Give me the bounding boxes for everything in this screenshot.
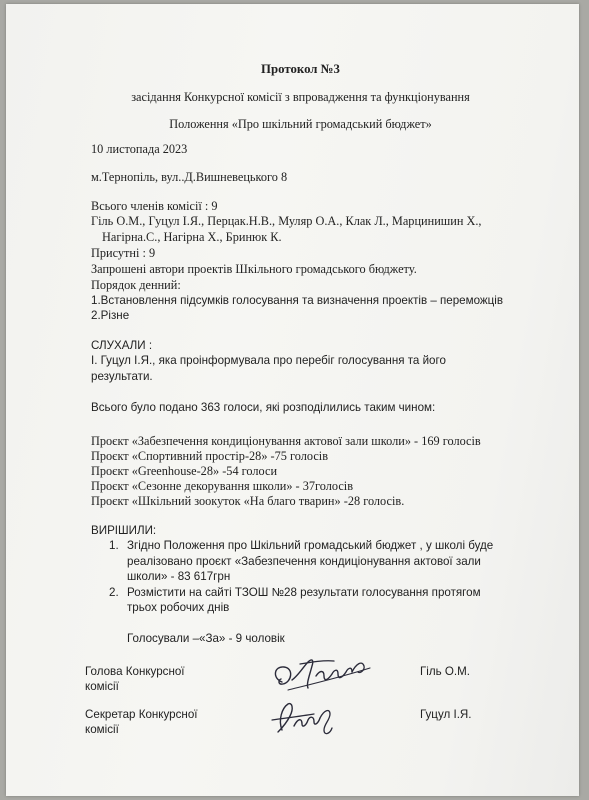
decision-number: 1.	[109, 539, 119, 552]
voting-result: Голосували –«За» - 9 чоловік	[127, 632, 285, 645]
document-title: Протокол №3	[261, 62, 340, 76]
protocol-date: 10 листопада 2023	[91, 142, 188, 156]
invited-line: Запрошені автори проектів Шкільного громадського бюджету.	[91, 262, 417, 276]
subtitle-line-2: Положення «Про шкільний громадський бюджет»	[169, 117, 432, 131]
project-line: Проєкт «Забезпечення кондиціонування актової зали школи» - 169 голосів	[91, 434, 481, 448]
agenda-item-2: 2.Різне	[91, 309, 130, 322]
head-role-line-1: Голова Конкурсної	[85, 665, 185, 678]
project-line: Проєкт «Greenhouse-28» -54 голоси	[91, 464, 278, 478]
document-page	[6, 4, 579, 796]
decision-1-line-2: реалізовано проєкт «Забезпечення кондиціонування актової зали	[127, 555, 481, 568]
total-votes: Всього було подано 363 голоси, які розподілились таким чином:	[91, 401, 436, 414]
project-line: Проєкт «Спортивний простір-28» -75 голосів	[91, 449, 329, 463]
project-line: Проєкт «Сезонне декорування школи» - 37голосів	[91, 479, 353, 493]
project-line: Проєкт «Шкільний зоокуток «На благо тварин» -28 голосів.	[91, 494, 405, 508]
members-total: Всього членів комісії : 9	[91, 199, 218, 213]
agenda-title: Порядок денний:	[91, 278, 181, 292]
secretary-signature	[268, 696, 348, 740]
decision-number: 2.	[109, 586, 119, 599]
head-name: Гіль О.М.	[420, 665, 470, 678]
agenda-item-1: 1.Встановлення підсумків голосування та визначення проектів – переможців	[91, 294, 504, 307]
heard-line-1: І. Гуцул І.Я., яка проінформувала про перебіг голосування та його	[91, 354, 446, 367]
secretary-role-line-2: комісії	[85, 723, 119, 736]
members-list-line-1: Гіль О.М., Гуцул І.Я., Перцак.Н.В., Муляр О.А., Клак Л., Марцинишин Х.,	[91, 214, 482, 228]
head-role-line-2: комісії	[85, 680, 119, 693]
heard-line-2: результати.	[91, 370, 153, 383]
decision-2-line-2: трьох робочих днів	[127, 601, 230, 614]
secretary-name: Гуцул І.Я.	[420, 708, 472, 721]
secretary-role-line-1: Секретар Конкурсної	[85, 708, 198, 721]
subtitle-line-1: засідання Конкурсної комісії з впровадження та функціонування	[131, 90, 470, 104]
heard-title: СЛУХАЛИ :	[91, 339, 153, 352]
head-signature	[268, 652, 378, 698]
meeting-place: м.Тернопіль, вул..Д.Вишневецького 8	[91, 170, 288, 184]
decided-title: ВИРІШИЛИ:	[91, 524, 157, 537]
decision-2-line-1: Розмістити на сайті ТЗОШ №28 результати голосування протягом	[127, 586, 481, 599]
members-list-line-2: Нагірна.С., Нагірна Х., Бринюк К.	[102, 230, 282, 244]
decision-1-line-1: Згідно Положення про Шкільний громадський бюджет , у школі буде	[127, 539, 494, 552]
present-count: Присутні : 9	[91, 246, 156, 260]
decision-1-line-3: школи» - 83 617грн	[127, 570, 231, 583]
